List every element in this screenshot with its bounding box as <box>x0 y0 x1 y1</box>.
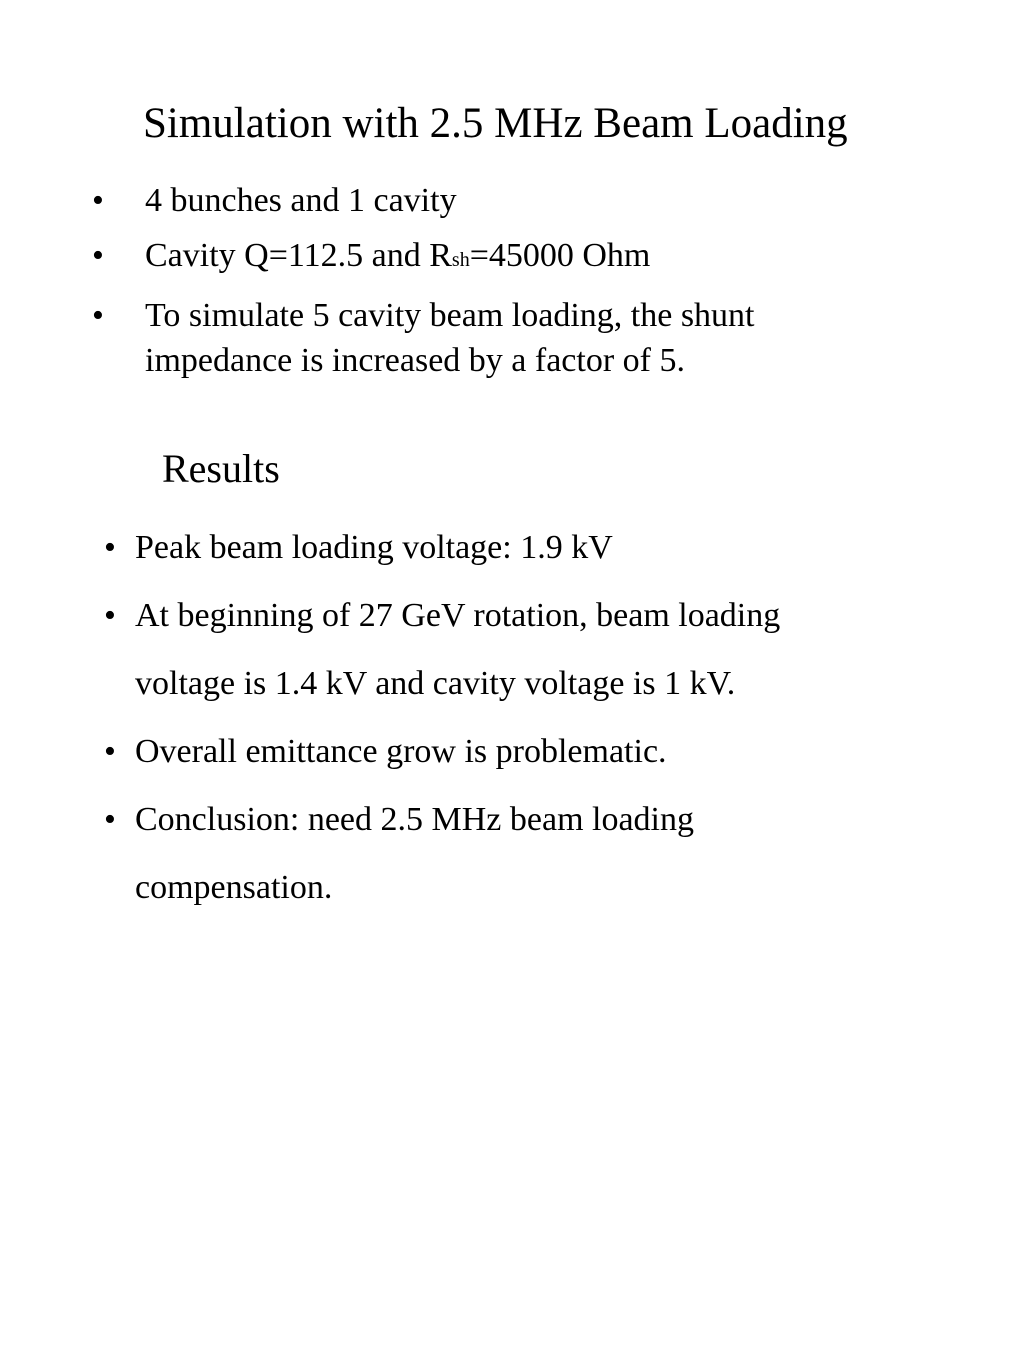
setup-item-text: Cavity Q=112.5 and R <box>145 237 452 274</box>
subscript-text: sh <box>451 249 470 271</box>
list-item <box>90 233 950 283</box>
bullet-icon: • <box>104 733 116 770</box>
setup-item-text: =45000 Ohm <box>469 237 651 274</box>
bullet-icon: • <box>104 801 116 838</box>
results-item-text: At beginning of 27 GeV rotation, beam loading <box>135 597 781 634</box>
setup-item-text: To simulate 5 cavity beam loading, the shunt <box>145 297 755 334</box>
bullet-icon: • <box>104 597 116 634</box>
results-item-text: Conclusion: need 2.5 MHz beam loading <box>135 801 695 838</box>
list-item <box>104 514 964 582</box>
list-item <box>104 786 964 922</box>
bullet-icon: • <box>92 182 104 219</box>
results-heading: Results <box>162 446 280 491</box>
setup-item-text: impedance is increased by a factor of 5. <box>145 342 685 379</box>
bullet-icon: • <box>92 237 104 274</box>
bullet-icon: • <box>104 529 116 566</box>
page-title: Simulation with 2.5 MHz Beam Loading <box>143 100 848 147</box>
setup-item-text: 4 bunches and 1 cavity <box>145 182 457 219</box>
list-item <box>104 718 964 786</box>
bullet-icon: • <box>92 297 104 334</box>
results-item-text: voltage is 1.4 kV and cavity voltage is 1 kV. <box>135 665 736 702</box>
results-list <box>104 514 964 922</box>
results-item-text: Overall emittance grow is problematic. <box>135 733 667 770</box>
results-item-text: Peak beam loading voltage: 1.9 kV <box>135 529 613 566</box>
list-item <box>104 582 964 718</box>
results-item-text: compensation. <box>135 869 333 906</box>
setup-list <box>90 178 950 393</box>
list-item <box>90 293 950 383</box>
list-item <box>90 178 950 223</box>
